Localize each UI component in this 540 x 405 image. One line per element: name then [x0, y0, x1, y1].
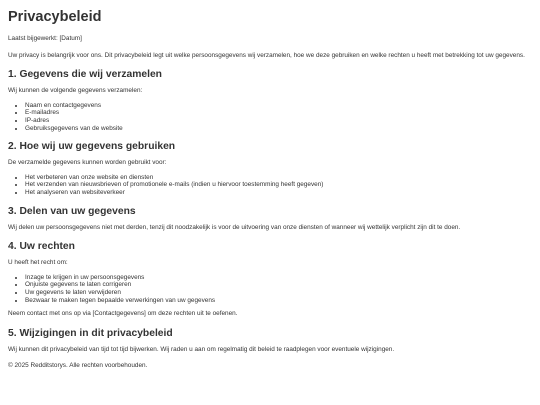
- section-data-collected: [8, 68, 532, 132]
- section-heading: 2. Hoe wij uw gegevens gebruiken: [8, 141, 176, 153]
- list-item: • Het verbeteren van onze website en diensten: [25, 174, 532, 182]
- list-item: • Bezwaar te maken tegen bepaalde verwerkingen van uw gegevens: [25, 297, 532, 305]
- intro-paragraph: Uw privacy is belangrijk voor ons. Dit privacybeleid legt uit welke persoonsgegevens wij verzamelen, hoe we deze gebruiken en welke rechten u heeft met betrekking tot uw gegevens.: [8, 51, 525, 59]
- section-text: De verzamelde gegevens kunnen worden gebruikt voor:: [8, 159, 167, 167]
- list-item: • Naam en contactgegevens: [25, 102, 532, 110]
- page-footer: [8, 362, 532, 371]
- section-text: Wij delen uw persoonsgegevens niet met derden, tenzij dit noodzakelijk is voor de uitvoering van onze diensten of wanneer wij wettelijk verplicht zijn dit te doen.: [8, 223, 461, 231]
- list-item: • Uw gegevens te laten verwijderen: [25, 289, 532, 297]
- section-your-rights: [8, 240, 532, 319]
- list-item: • E-mailadres: [25, 109, 532, 117]
- section-heading: 5. Wijzigingen in dit privacybeleid: [8, 327, 173, 339]
- section-text: Wij kunnen dit privacybeleid van tijd tot tijd bijwerken. Wij raden u aan om regelmatig dit beleid te raadplegen voor eventuele wijzigingen.: [8, 345, 395, 353]
- contact-note: Neem contact met ons op via [Contactgegevens] om deze rechten uit te oefenen.: [8, 310, 238, 318]
- section-data-usage: [8, 140, 532, 196]
- section-list: [8, 274, 532, 304]
- section-list: [8, 102, 532, 132]
- list-item: • Onjuiste gegevens te laten corrigeren: [25, 281, 532, 289]
- section-list: [8, 174, 532, 197]
- list-item: • Het verzenden van nieuwsbrieven of promotionele e-mails (indien u hiervoor toestemming heeft gegeven): [25, 181, 532, 189]
- copyright-text: © 2025 Redditstorys. Alle rechten voorbehouden.: [8, 362, 148, 370]
- list-item: • Gebruiksgegevens van de website: [25, 125, 532, 133]
- section-heading: 3. Delen van uw gegevens: [8, 205, 136, 217]
- section-heading: 1. Gegevens die wij verzamelen: [8, 69, 162, 81]
- page-title: Privacybeleid: [8, 9, 102, 25]
- last-updated-text: Laatst bijgewerkt: [Datum]: [8, 35, 82, 42]
- section-heading: 4. Uw rechten: [8, 241, 75, 253]
- list-item: • Inzage te krijgen in uw persoonsgegevens: [25, 274, 532, 282]
- section-text: U heeft het recht om:: [8, 259, 68, 267]
- list-item: • Het analyseren van websiteverkeer: [25, 189, 532, 197]
- section-policy-changes: [8, 327, 532, 355]
- list-item: • IP-adres: [25, 117, 532, 125]
- section-text: Wij kunnen de volgende gegevens verzamelen:: [8, 87, 143, 95]
- section-data-sharing: [8, 205, 532, 233]
